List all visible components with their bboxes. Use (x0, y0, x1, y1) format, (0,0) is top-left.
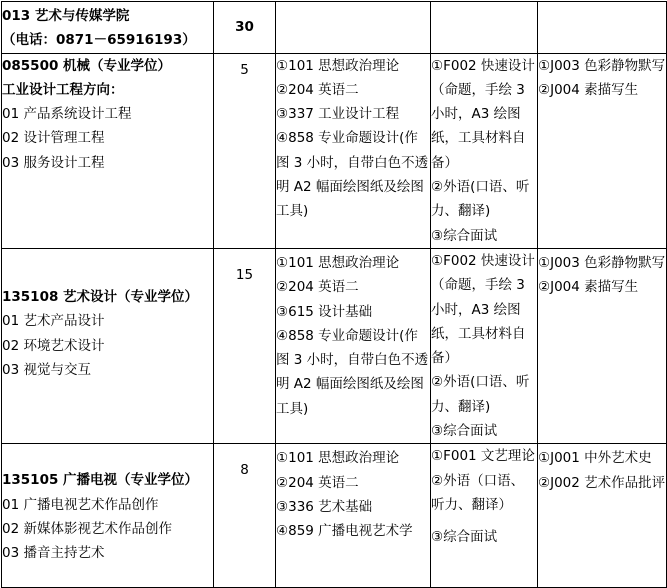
extra-exam-cell (538, 444, 667, 588)
exam-subjects-cell (276, 444, 431, 588)
retest-subject: ③综合面试 (431, 423, 498, 440)
extra-exam: ②J004 素描写生 (538, 81, 639, 98)
exam-subject: ④858 专业命题设计(作图 3 小时，自带白色不透明 A2 幅面绘图纸及绘图工具) (276, 130, 429, 220)
school-name: 013 艺术与传媒学院 (2, 8, 130, 24)
program-direction: 工业设计工程方向： (2, 81, 124, 98)
exam-subject: ②204 英语二 (276, 474, 359, 491)
exam-subject: ①101 思想政治理论 (276, 57, 400, 74)
program-info-cell (2, 248, 214, 443)
empty-cell (276, 2, 431, 54)
exam-subject: ①101 思想政治理论 (276, 254, 400, 271)
total-count: 30 (214, 2, 276, 54)
retest-subject: ③综合面试 (431, 529, 498, 546)
retest-subject: ①F002 快速设计（命题，手绘 3 小时，A3 绘图纸，工具材料自备） (431, 252, 535, 367)
program-title: 135105 广播电视（专业学位） (2, 472, 199, 489)
research-field: 01 产品系统设计工程 (2, 106, 132, 123)
exam-subject: ④858 专业命题设计(作图 3 小时，自带白色不透明 A2 幅面绘图纸及绘图工具) (276, 327, 429, 417)
research-field: 03 服务设计工程 (2, 154, 105, 171)
research-field: 01 广播电视艺术作品创作 (2, 496, 159, 513)
enrollment-count: 8 (214, 444, 276, 588)
extra-exam-cell (538, 248, 667, 443)
retest-subjects-cell (431, 444, 538, 588)
spacer (431, 517, 537, 525)
program-info-cell (2, 53, 214, 248)
program-row (2, 248, 667, 443)
program-title: 135108 艺术设计（专业学位） (2, 288, 199, 305)
extra-exam: ①J003 色彩静物默写 (538, 254, 666, 271)
exam-subject: ③337 工业设计工程 (276, 106, 400, 123)
retest-subjects-cell (431, 248, 538, 443)
program-row (2, 53, 667, 248)
exam-subjects-cell (276, 248, 431, 443)
retest-subject: ①F002 快速设计（命题，手绘 3 小时，A3 绘图纸，工具材料自备） (431, 57, 535, 171)
extra-exam: ②J002 艺术作品批评 (538, 474, 666, 491)
exam-subject: ②204 英语二 (276, 279, 359, 296)
program-title: 085500 机械（专业学位） (2, 57, 172, 74)
admission-catalog-table (1, 1, 667, 588)
retest-subject: ②外语(口语、听力、翻译) (431, 374, 530, 415)
empty-cell (538, 2, 667, 54)
extra-exam: ②J004 素描写生 (538, 279, 639, 296)
research-field: 03 视觉与交互 (2, 361, 91, 378)
research-field: 02 设计管理工程 (2, 130, 105, 147)
retest-subject: ③综合面试 (431, 227, 498, 244)
exam-subject: ③615 设计基础 (276, 303, 373, 320)
retest-subject: ②外语（口语、听力、翻译） (431, 472, 525, 513)
retest-subject: ②外语(口语、听力、翻译) (431, 179, 530, 220)
school-cell (2, 2, 214, 54)
exam-subjects-cell (276, 53, 431, 248)
retest-subjects-cell (431, 53, 538, 248)
school-header-row (2, 2, 667, 54)
program-row (2, 444, 667, 588)
research-field: 02 环境艺术设计 (2, 337, 105, 354)
exam-subject: ①101 思想政治理论 (276, 450, 400, 467)
research-field: 02 新媒体影视艺术作品创作 (2, 520, 172, 537)
enrollment-count: 5 (214, 53, 276, 248)
extra-exam: ①J003 色彩静物默写 (538, 57, 666, 74)
retest-subject: ①F001 文艺理论 (431, 448, 535, 465)
program-info-cell (2, 444, 214, 588)
exam-subject: ②204 英语二 (276, 81, 359, 98)
exam-subject: ④859 广播电视艺术学 (276, 523, 413, 540)
exam-subject: ③336 艺术基础 (276, 498, 373, 515)
research-field: 03 播音主持艺术 (2, 545, 105, 562)
school-phone: （电话：0871－65916193） (2, 32, 196, 49)
research-field: 01 艺术产品设计 (2, 313, 105, 330)
extra-exam-cell (538, 53, 667, 248)
empty-cell (431, 2, 538, 54)
extra-exam: ①J001 中外艺术史 (538, 450, 652, 467)
enrollment-count: 15 (214, 248, 276, 443)
